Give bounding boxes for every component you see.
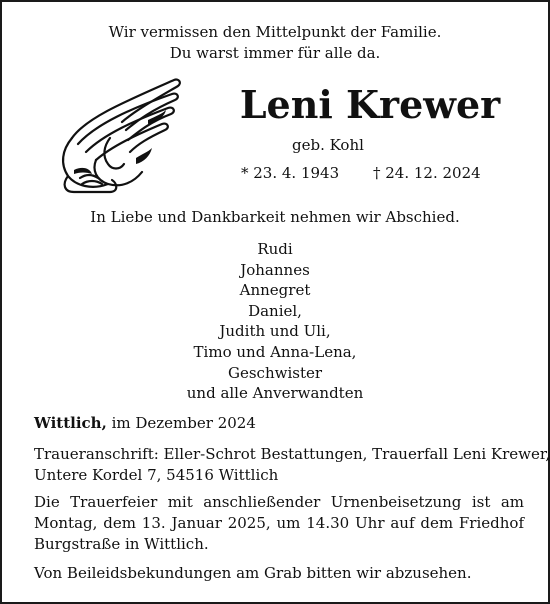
mourner: Rudi — [257, 240, 293, 258]
place-city: Wittlich, — [34, 414, 107, 432]
motto-line-1: Wir vermissen den Mittelpunkt der Familie. — [108, 23, 442, 41]
praying-hands-icon — [52, 74, 187, 194]
note-text: Von Beileidsbekundungen am Grab bitten wir abzusehen. — [34, 564, 472, 582]
condolence-note — [34, 563, 524, 584]
ceremony-info — [34, 492, 524, 555]
deceased-name: Leni Krewer — [239, 82, 501, 127]
place-date — [34, 414, 256, 432]
mourner: Daniel, — [248, 301, 302, 320]
birth-date: * 23. 4. 1943 — [241, 164, 340, 182]
mourner: Timo und Anna-Lena, — [193, 342, 357, 361]
motto-line-2: Du warst immer für alle da. — [169, 44, 381, 62]
maiden-name: geb. Kohl — [292, 136, 364, 154]
mourner: Johannes — [240, 260, 310, 279]
ceremony-line-3: Burgstraße in Wittlich. — [34, 535, 209, 553]
motto — [2, 22, 548, 64]
ceremony-line-1: Die Trauerfeier mit anschließender Urnenbeisetzung ist am — [34, 493, 524, 511]
condolence-address — [34, 444, 550, 486]
mourner: Geschwister — [227, 363, 323, 382]
address-line-2: Untere Kordel 7, 54516 Wittlich — [34, 466, 279, 484]
death-date: † 24. 12. 2024 — [373, 164, 481, 182]
mourners-list — [2, 239, 548, 404]
farewell-text: In Liebe und Dankbarkeit nehmen wir Abschied. — [90, 208, 460, 226]
mourner: Annegret — [239, 281, 311, 300]
mourner: und alle Anverwandten — [186, 384, 364, 403]
place-date-text: im Dezember 2024 — [111, 414, 256, 432]
mourner: Judith und Uli, — [219, 322, 331, 341]
ceremony-line-2: Montag, dem 13. Januar 2025, um 14.30 Uhr auf dem Friedhof — [34, 514, 524, 532]
address-line-1: Traueranschrift: Eller-Schrot Bestattungen, Trauerfall Leni Krewer, — [34, 445, 550, 463]
